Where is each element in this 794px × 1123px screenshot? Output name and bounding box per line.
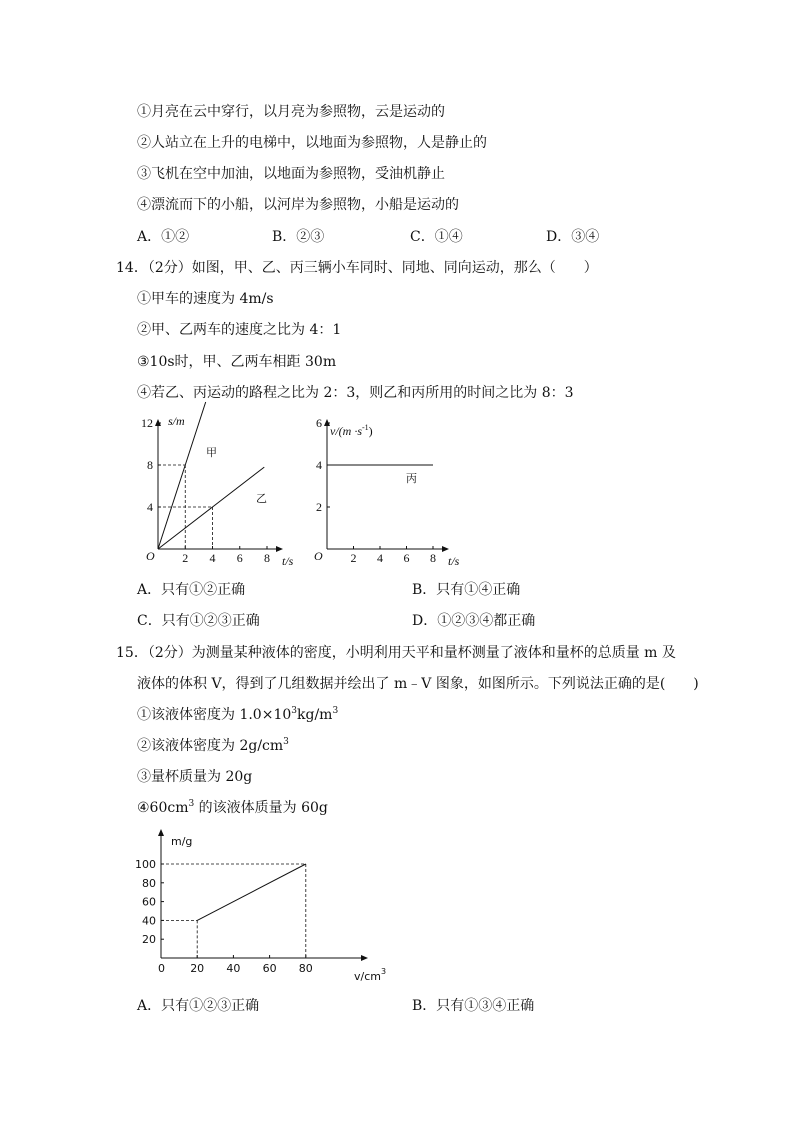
- q15-s1-unit: kg/m: [297, 707, 333, 723]
- st-y-label: s/m: [168, 414, 185, 428]
- mv-x-tick-label: 20: [190, 962, 205, 975]
- vt-x-tick-label: 8: [430, 551, 436, 565]
- vt-y-tick-label: 6: [316, 416, 322, 430]
- q15-s1-text: ①该液体密度为 1.0×10: [137, 707, 292, 723]
- vt-x-tick-label: 4: [377, 551, 383, 565]
- st-y-tick-label: 4: [147, 500, 153, 514]
- mv-x-label: [354, 967, 386, 983]
- vt-y-tick-label: 2: [316, 500, 322, 514]
- mv-y-tick-label: 80: [142, 876, 156, 890]
- mv-y-tick-label: 60: [142, 895, 156, 909]
- vt-graph: [300, 408, 480, 580]
- q13-option-d: D．③④: [546, 229, 600, 245]
- q15-statement-3: ③量杯质量为 20g: [137, 769, 253, 785]
- q13-statement-2: ②人站立在上升的电梯中，以地面为参照物，人是静止的: [137, 135, 487, 151]
- q15-option-b: B．只有①③④正确: [412, 998, 535, 1014]
- q14-statement-1: ①甲车的速度为 4m/s: [137, 291, 274, 307]
- q15-s2-text: ②该液体密度为 2g/cm: [137, 738, 284, 754]
- st-series-line-2: [158, 467, 264, 549]
- mv-y-tick-label: 20: [142, 933, 156, 947]
- vt-x-tick-label: 2: [350, 551, 357, 565]
- st-y-tick-label: 12: [141, 416, 153, 430]
- q15-option-a: A．只有①②③正确: [137, 998, 260, 1014]
- q14-option-a: A．只有①②正确: [137, 582, 246, 598]
- st-x-tick-label: 8: [264, 551, 270, 565]
- vt-x-label: t/s: [448, 554, 460, 568]
- mv-y-label: m/g: [171, 835, 193, 848]
- q15-statement-1: [137, 706, 338, 724]
- q15-statement-4: [137, 799, 328, 817]
- mv-series-line-1: [197, 864, 306, 920]
- mv-x-label-main: v/cm: [354, 970, 381, 983]
- q14-stem: 14．（2分）如图，甲、乙、丙三辆小车同时、同地、同向运动，那么（ ）: [116, 260, 598, 276]
- st-series-label-yi: 乙: [256, 492, 267, 505]
- q13-statement-4: ④漂流而下的小船，以河岸为参照物，小船是运动的: [137, 197, 459, 213]
- q15-s4-rest: 的该液体质量为 60g: [194, 800, 328, 816]
- q14-statement-4: ④若乙、丙运动的路程之比为 2：3，则乙和丙所用的时间之比为 8：3: [137, 385, 574, 401]
- st-graph: [130, 408, 310, 580]
- q15-s1-unit-exp: 3: [332, 706, 339, 716]
- st-x-tick-label: 2: [182, 551, 189, 565]
- q14-option-c: C．只有①②③正确: [137, 613, 260, 629]
- vt-series-label-bing: 丙: [406, 472, 417, 485]
- mv-x-tick-label: 40: [226, 962, 241, 975]
- vt-y-label-close: ): [368, 424, 373, 438]
- st-y-tick-label: 8: [147, 458, 153, 472]
- mv-x-tick-label: 60: [262, 962, 277, 975]
- q15-s2-exp: 3: [283, 737, 289, 747]
- q14-option-d: D．①②③④都正确: [412, 613, 536, 629]
- mv-y-tick-label: 40: [142, 914, 156, 928]
- st-x-tick-label: 4: [209, 551, 216, 565]
- st-series-label-jia: 甲: [206, 446, 217, 459]
- q13-option-b: B．②③: [272, 229, 325, 245]
- vt-y-label-sup: -1: [362, 423, 369, 432]
- vt-y-tick-label: 4: [316, 458, 322, 472]
- mv-origin: 0: [158, 962, 165, 975]
- q15-s4-text: ④60cm: [137, 800, 189, 816]
- q13-option-a: A．①②: [137, 229, 190, 245]
- q14-option-b: B．只有①④正确: [412, 582, 521, 598]
- q15-stem-line-2: 液体的体积 V，得到了几组数据并绘出了 m﹣V 图象，如图所示。下列说法正确的是( ): [137, 676, 699, 692]
- q15-stem-line-1: 15．（2分）为测量某种液体的密度，小明利用天平和量杯测量了液体和量杯的总质量 m 及: [116, 645, 676, 661]
- mv-x-tick-label: 80: [298, 962, 313, 975]
- st-origin: O: [146, 549, 155, 563]
- q13-option-c: C．①④: [410, 229, 463, 245]
- vt-x-tick-label: 6: [403, 551, 410, 565]
- q15-statement-2: [137, 737, 289, 755]
- q14-statement-2: ②甲、乙两车的速度之比为 4：1: [137, 322, 342, 338]
- q15-s1-exp: 3: [291, 706, 297, 716]
- q13-statement-1: ①月亮在云中穿行，以月亮为参照物，云是运动的: [137, 104, 445, 120]
- vt-y-label-main: v/(m ·s: [330, 424, 362, 438]
- q13-statement-3: ③飞机在空中加油，以地面为参照物，受油机静止: [137, 166, 445, 182]
- mv-graph: [130, 826, 400, 986]
- st-x-label: t/s: [282, 554, 294, 568]
- q15-s4-exp: 3: [188, 799, 195, 809]
- mv-x-label-sup: 3: [380, 967, 387, 976]
- mv-y-tick-label: 100: [135, 858, 156, 871]
- vt-origin: O: [314, 549, 323, 563]
- st-x-tick-label: 6: [236, 551, 243, 565]
- vt-y-label: [330, 423, 373, 438]
- q14-statement-3: ③10s时，甲、乙两车相距 30m: [137, 354, 337, 370]
